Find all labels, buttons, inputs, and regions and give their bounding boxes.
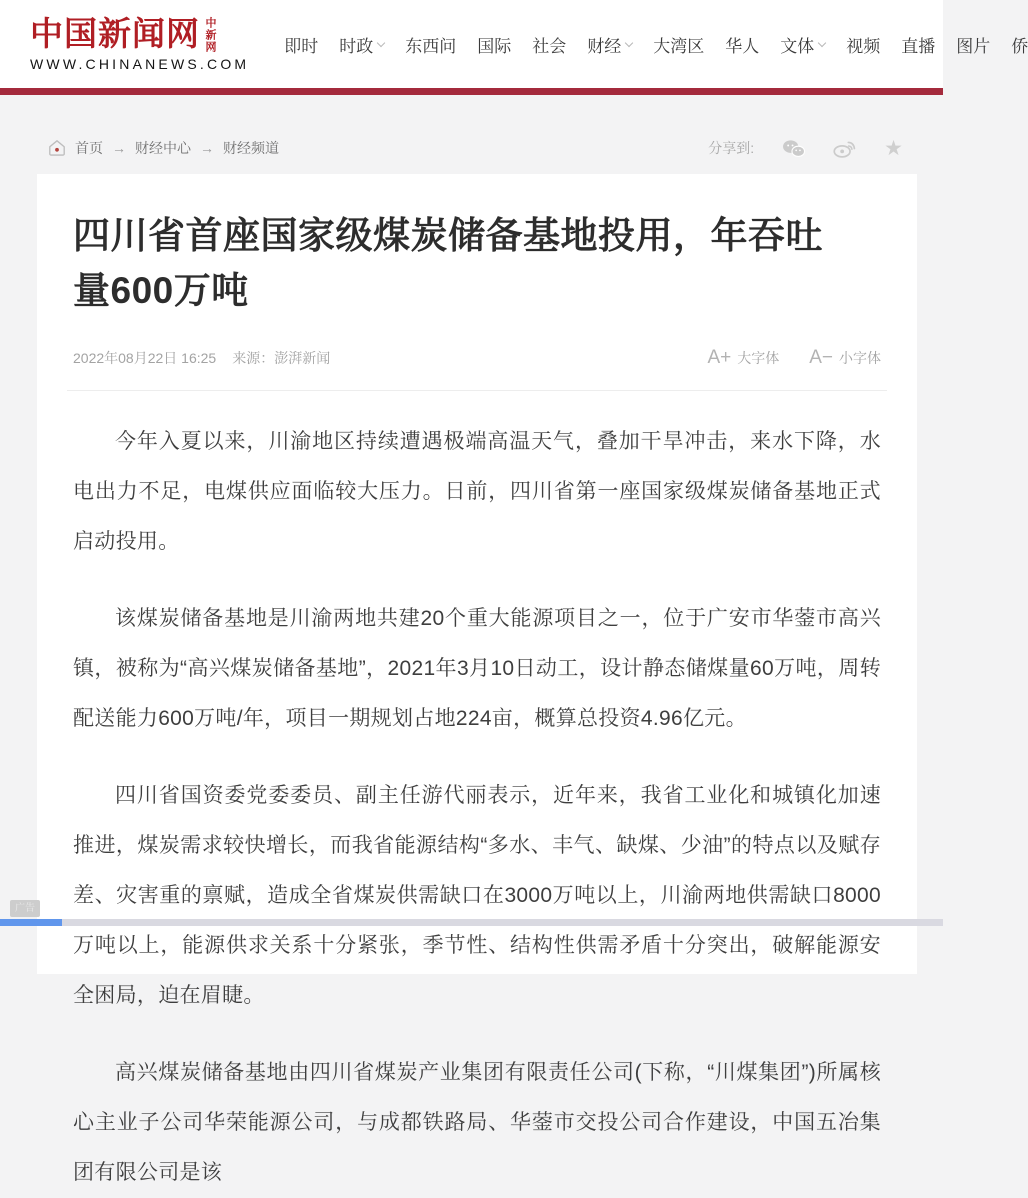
nav-item[interactable]: 东西问 — [405, 36, 457, 56]
ad-badge[interactable]: 广告 — [10, 900, 40, 917]
article-paragraph: 今年入夏以来，川渝地区持续遭遇极端高温天气，叠加干旱冲击，来水下降，水电出力不足，电煤供应面临较大压力。日前，四川省第一座国家级煤炭储备基地正式启动投用。 — [73, 430, 881, 553]
font-larger-button[interactable] — [707, 347, 779, 369]
site-logo[interactable] — [30, 13, 250, 72]
horizontal-scrollbar-thumb[interactable] — [0, 919, 62, 926]
favorite-star-icon[interactable]: ★ — [884, 135, 903, 160]
article-paragraph: 该煤炭储备基地是川渝两地共建20个重大能源项目之一，位于广安市华蓥市高兴镇，被称为“高兴煤炭储备基地”，2021年3月10日动工，设计静态储煤量60万吨，周转配送能力600万吨/年，项目一期规划占地224亩，概算总投资4.96亿元。 — [73, 607, 881, 730]
chevron-down-icon — [625, 38, 633, 46]
nav-item[interactable]: 侨 — [1011, 36, 1028, 56]
nav-item[interactable]: 大湾区 — [653, 36, 705, 56]
article-meta-row — [73, 347, 881, 369]
font-smaller-icon: A− — [809, 347, 833, 368]
article-title — [73, 208, 881, 318]
nav-item[interactable]: 直播 — [901, 36, 936, 56]
font-larger-label: 大字体 — [737, 350, 780, 366]
nav-item[interactable]: 国际 — [477, 36, 512, 56]
nav-item[interactable]: 财经 — [587, 32, 632, 57]
breadcrumb-row — [0, 137, 943, 159]
logo-side-text: 中新网 — [204, 16, 216, 53]
nav-item[interactable]: 即时 — [284, 36, 319, 56]
nav-item[interactable]: 图片 — [956, 36, 991, 56]
article-source[interactable]: 来源：澎湃新闻 — [232, 350, 331, 366]
home-icon[interactable] — [48, 139, 66, 157]
share-label: 分享到: — [708, 140, 755, 156]
article-title-line1: 四川省首座国家级煤炭储备基地投用，年吞吐 — [73, 215, 823, 256]
breadcrumb-items — [75, 138, 279, 158]
logo-url: WWW.CHINANEWS.COM — [30, 55, 250, 72]
chevron-down-icon — [818, 38, 826, 46]
breadcrumb — [48, 138, 279, 158]
weibo-icon[interactable] — [833, 139, 857, 158]
nav-item[interactable]: 文体 — [780, 32, 825, 57]
article-card — [37, 174, 917, 1184]
wechat-icon[interactable] — [781, 139, 806, 158]
article-paragraph: 四川省国资委党委委员、副主任游代丽表示，近年来，我省工业化和城镇化加速推进，煤炭需求较快增长，而我省能源结构“多水、丰气、缺煤、少油”的特点以及赋存差、灾害重的禀赋，造成全省煤炭供需缺口在3000万吨以上，川渝两地供需缺口8000万吨以上，能源供求关系十分紧张，季节性、结构性供需矛盾十分突出，破解能源安全困局，迫在眉睫。 — [73, 784, 881, 1007]
breadcrumb-segment — [75, 138, 126, 158]
horizontal-scrollbar[interactable] — [0, 919, 943, 926]
logo-text: 中国新闻网 — [30, 13, 200, 53]
breadcrumb-link[interactable]: 首页 — [75, 140, 103, 156]
article-body — [73, 417, 881, 1198]
nav-item[interactable]: 视频 — [846, 36, 881, 56]
article-title-line2: 量600万吨 — [73, 270, 249, 311]
main-nav — [284, 32, 1028, 57]
nav-item[interactable]: 社会 — [532, 36, 567, 56]
font-smaller-label: 小字体 — [839, 350, 881, 366]
breadcrumb-arrow: → — [112, 140, 126, 156]
share-bar — [708, 135, 903, 160]
breadcrumb-arrow: → — [200, 140, 214, 156]
font-size-controls — [707, 347, 881, 369]
font-smaller-button[interactable] — [809, 347, 881, 369]
nav-item[interactable]: 华人 — [725, 36, 760, 56]
breadcrumb-link[interactable]: 财经频道 — [223, 140, 279, 156]
header-accent-bar — [0, 88, 943, 95]
article-date: 2022年08月22日 16:25 — [73, 350, 217, 366]
site-header — [0, 0, 1028, 88]
article-meta — [73, 348, 330, 368]
chevron-down-icon — [377, 38, 385, 46]
article-paragraph: 高兴煤炭储备基地由四川省煤炭产业集团有限责任公司(下称，“川煤集团”)所属核心主业子公司华荣能源公司，与成都铁路局、华蓥市交投公司合作建设，中国五冶集团有限公司是该 — [73, 1061, 881, 1184]
font-larger-icon: A+ — [707, 347, 732, 368]
breadcrumb-link[interactable]: 财经中心 — [135, 140, 191, 156]
breadcrumb-segment — [135, 138, 214, 158]
breadcrumb-segment — [223, 138, 279, 158]
nav-item[interactable]: 时政 — [339, 32, 384, 57]
meta-divider — [67, 390, 887, 391]
